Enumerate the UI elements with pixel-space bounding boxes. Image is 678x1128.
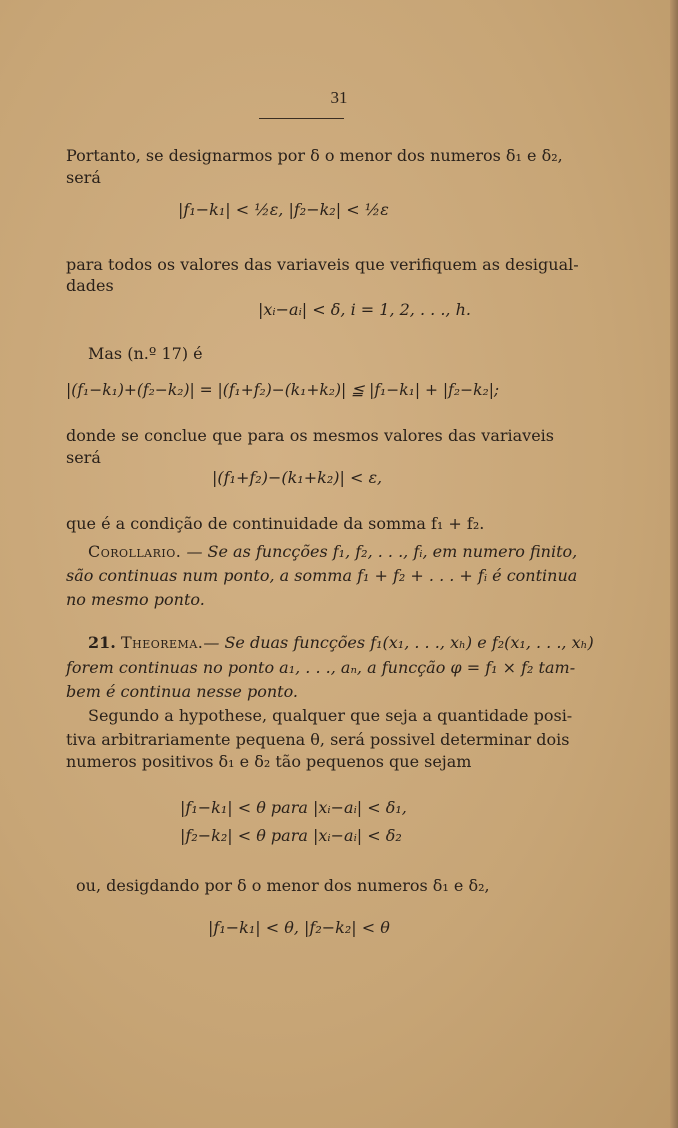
text-line: será: [66, 448, 101, 467]
header-rule: [259, 118, 344, 119]
page-edge-shadow: [670, 0, 678, 1128]
theorem-number: 21.: [88, 633, 116, 652]
formula: |f₁−k₁| < θ, |f₂−k₂| < θ: [208, 918, 390, 937]
theorem-label: Theorema.: [120, 633, 204, 652]
text-line: dades: [66, 276, 114, 295]
formula: |f₂−k₂| < θ para |xᵢ−aᵢ| < δ₂: [180, 826, 402, 845]
text-line: ou, desigdando por δ o menor dos numeros δ₁ e δ₂,: [76, 876, 490, 895]
formula: |f₁−k₁| < ½ε, |f₂−k₂| < ½ε: [178, 200, 389, 219]
theorem-line: [88, 633, 594, 653]
text-line: que é a condição de continuidade da somma f₁ + f₂.: [66, 514, 485, 533]
formula: |(f₁+f₂)−(k₁+k₂)| < ε,: [212, 468, 383, 487]
corollary-label: Corollario.: [88, 542, 182, 561]
text-line: Segundo a hypothese, qualquer que seja a quantidade posi-: [88, 706, 573, 725]
text-line: Mas (n.º 17) é: [88, 344, 203, 363]
page-number: 31: [330, 88, 348, 107]
formula: |f₁−k₁| < θ para |xᵢ−aᵢ| < δ₁,: [180, 798, 407, 817]
text-line: tiva arbitrariamente pequena θ, será possivel determinar dois: [66, 730, 570, 749]
text-line: será: [66, 168, 101, 187]
theorem-text: — Se duas funcções f₁(x₁, . . ., xₕ) e f₂(x₁, . . ., xₕ): [203, 633, 594, 652]
theorem-line: forem continuas no ponto a₁, . . ., aₙ, a funcção φ = f₁ × f₂ tam-: [66, 658, 576, 677]
formula: |(f₁−k₁)+(f₂−k₂)| = |(f₁+f₂)−(k₁+k₂)| ≦ |f₁−k₁| + |f₂−k₂|;: [66, 381, 500, 399]
formula: |xᵢ−aᵢ| < δ, i = 1, 2, . . ., h.: [258, 300, 471, 319]
text-line: donde se conclue que para os mesmos valores das variaveis: [66, 426, 554, 445]
corollary-line: no mesmo ponto.: [66, 590, 205, 609]
text-line: numeros positivos δ₁ e δ₂ tão pequenos que sejam: [66, 752, 472, 771]
theorem-line: bem é continua nesse ponto.: [66, 682, 298, 701]
corollary-text: — Se as funcções f₁, f₂, . . ., fᵢ, em numero finito,: [181, 542, 578, 561]
text-line: Portanto, se designarmos por δ o menor dos numeros δ₁ e δ₂,: [66, 146, 563, 165]
corollary-line: [88, 542, 577, 562]
text-line: para todos os valores das variaveis que verifiquem as desigual-: [66, 255, 579, 274]
corollary-line: são continuas num ponto, a somma f₁ + f₂ + . . . + fᵢ é continua: [66, 566, 578, 585]
